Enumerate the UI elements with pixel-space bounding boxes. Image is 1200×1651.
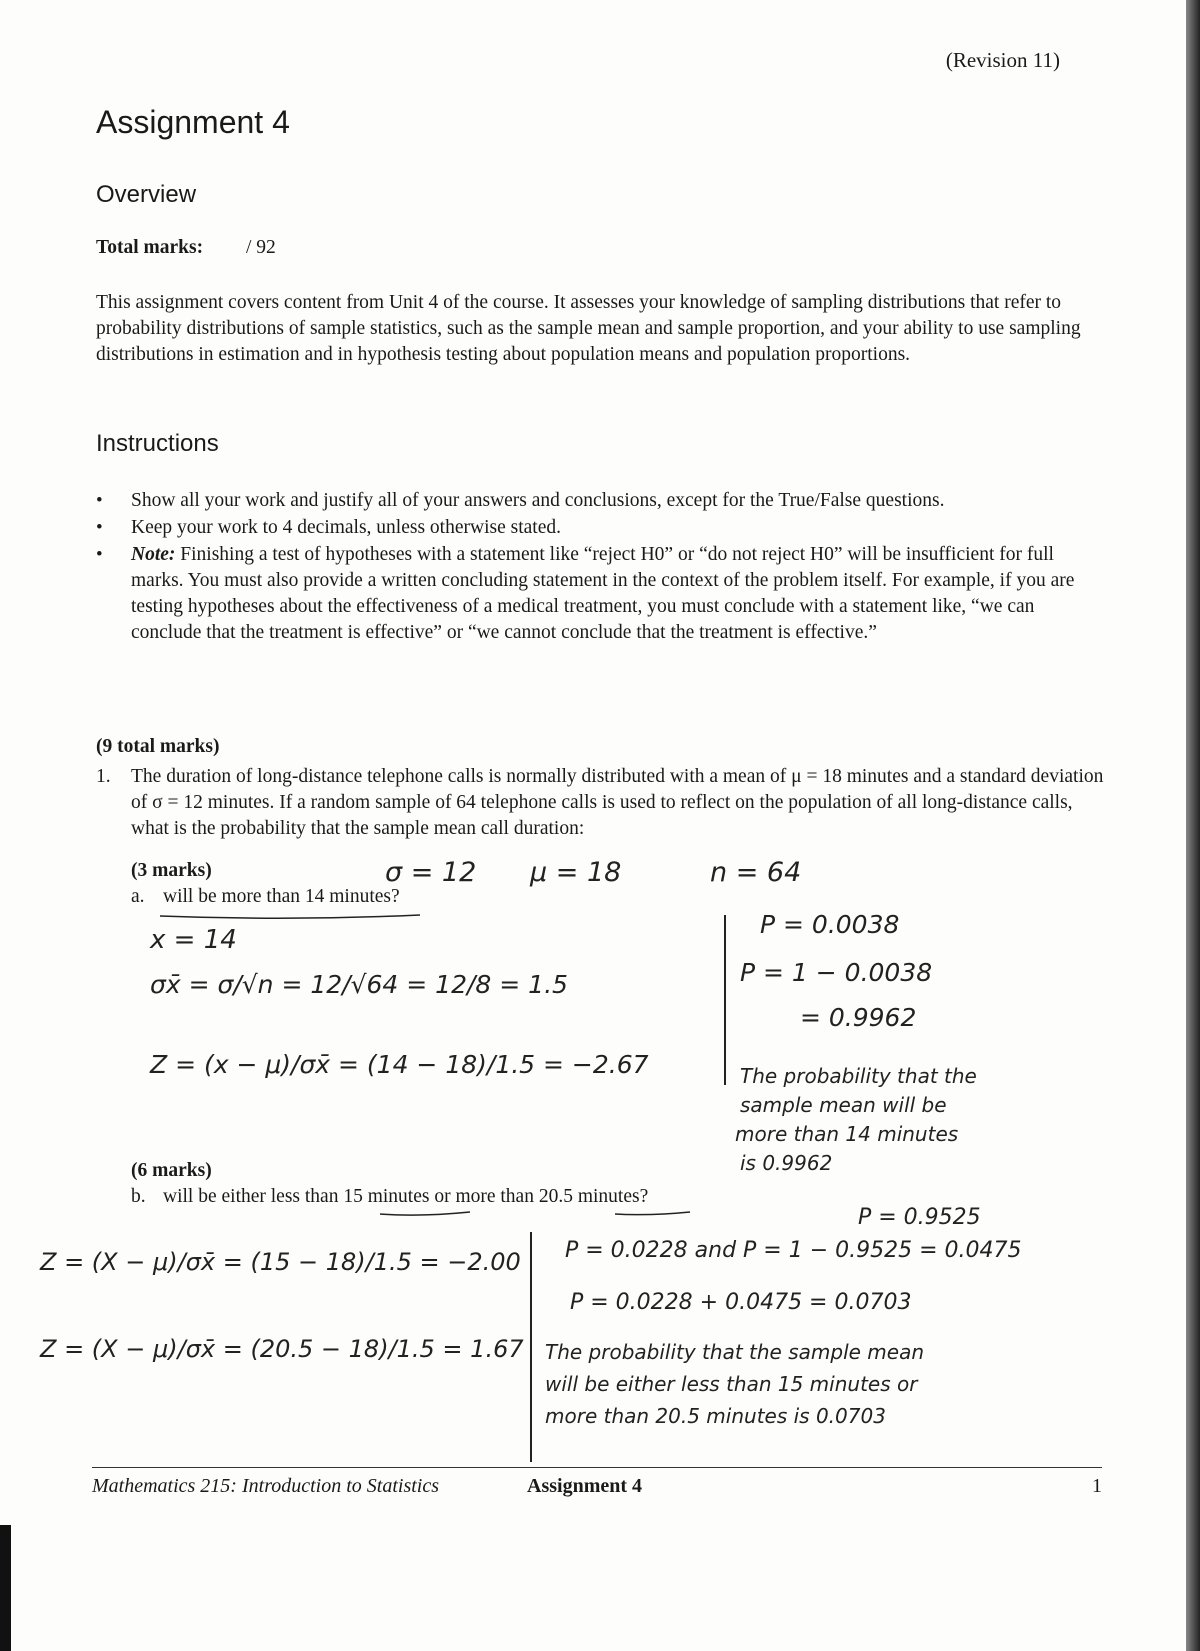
instructions-heading: Instructions	[96, 430, 219, 457]
a-work-z: Z = (x − μ)/σx̄ = (14 − 18)/1.5 = −2.67	[150, 1050, 649, 1079]
a-conclusion-4: is 0.9962	[740, 1151, 833, 1175]
b-prob-2: P = 0.0228 + 0.0475 = 0.0703	[570, 1290, 912, 1315]
question-text: The duration of long-distance telephone calls is normally distributed with a mean of μ = 18 minutes and a standard deviation of σ = 12 minutes. If a random sample of 64 telephone calls is used to reflect on the population of all long-distance calls, what is the probability that the sample mean call duration:	[131, 766, 1104, 839]
page-title: Assignment 4	[96, 104, 290, 140]
a-conclusion-1: The probability that the	[740, 1064, 977, 1088]
footer-course	[92, 1475, 439, 1498]
part-b-text: will be either less than 15 minutes or more than 20.5 minutes?	[163, 1186, 649, 1207]
a-prob-1: P = 0.0038	[760, 910, 900, 939]
overview-paragraph: This assignment covers content from Unit 4 of the course. It assesses your knowledge of sampling distributions that refer to probability distributions of sample statistics, such as the sample mean and sample proportion, and your ability to use sampling distributions in estimation and in hypothesis testing about population means and population proportions.	[96, 292, 1081, 365]
total-marks-label: Total marks:	[96, 237, 204, 258]
part-b-marks: (6 marks)	[131, 1160, 212, 1181]
overview-heading: Overview	[96, 181, 197, 208]
note-text: Finishing a test of hypotheses with a statement like “reject H0” or “do not reject H0” will be insufficient for full marks. You must also provide a written concluding statement in the context of the problem itself. For example, if you are testing hypotheses about the effectiveness of a medical treatment, you must conclude with a statement like, “we can conclude that the treatment is effective” or “we cannot conclude that the treatment is effective.”	[131, 544, 1075, 643]
part-a-label: a.	[131, 886, 145, 907]
b-prob-1: P = 0.0228 and P = 1 − 0.9525 = 0.0475	[565, 1238, 1022, 1263]
page-number: 1	[1092, 1475, 1102, 1497]
given-sigma: σ = 12	[385, 857, 477, 888]
note-label: Note:	[131, 544, 176, 565]
given-mu: μ = 18	[530, 857, 622, 888]
footer-assignment: Assignment 4	[527, 1475, 643, 1497]
part-a-marks: (3 marks)	[131, 860, 212, 881]
a-prob-3: = 0.9962	[800, 1003, 917, 1032]
a-conclusion-3: more than 14 minutes	[735, 1122, 959, 1146]
instruction-item: • Show all your work and justify all of your answers and conclusions, except for the True/False questions.	[96, 488, 1106, 514]
part-b-label: b.	[131, 1186, 146, 1207]
b-prob-0: P = 0.9525	[858, 1205, 981, 1230]
b-conclusion-3: more than 20.5 minutes is 0.0703	[545, 1404, 886, 1428]
b-work-z2: Z = (X − μ)/σx̄ = (20.5 − 18)/1.5 = 1.67	[40, 1335, 524, 1363]
instruction-item: • Keep your work to 4 decimals, unless otherwise stated.	[96, 515, 1106, 541]
b-work-z1: Z = (X − μ)/σx̄ = (15 − 18)/1.5 = −2.00	[40, 1248, 521, 1276]
b-conclusion-2: will be either less than 15 minutes or	[545, 1372, 918, 1396]
question-total-marks: (9 total marks)	[96, 736, 220, 757]
total-marks-value: / 92	[245, 237, 276, 258]
footer-rule	[92, 1467, 1102, 1468]
a-conclusion-2: sample mean will be	[740, 1093, 947, 1117]
a-work-se: σx̄ = σ/√n = 12/√64 = 12/8 = 1.5	[150, 970, 568, 999]
a-work-x: x = 14	[150, 925, 237, 955]
revision-label: (Revision 11)	[945, 48, 1060, 72]
footer-course-text: Mathematics 215: Introduction to Statistics	[92, 1475, 440, 1497]
a-prob-2: P = 1 − 0.0038	[740, 958, 933, 987]
b-conclusion-1: The probability that the sample mean	[545, 1340, 925, 1364]
given-n: n = 64	[710, 857, 802, 888]
part-a-text: will be more than 14 minutes?	[163, 886, 400, 907]
question-number: 1.	[96, 766, 111, 787]
